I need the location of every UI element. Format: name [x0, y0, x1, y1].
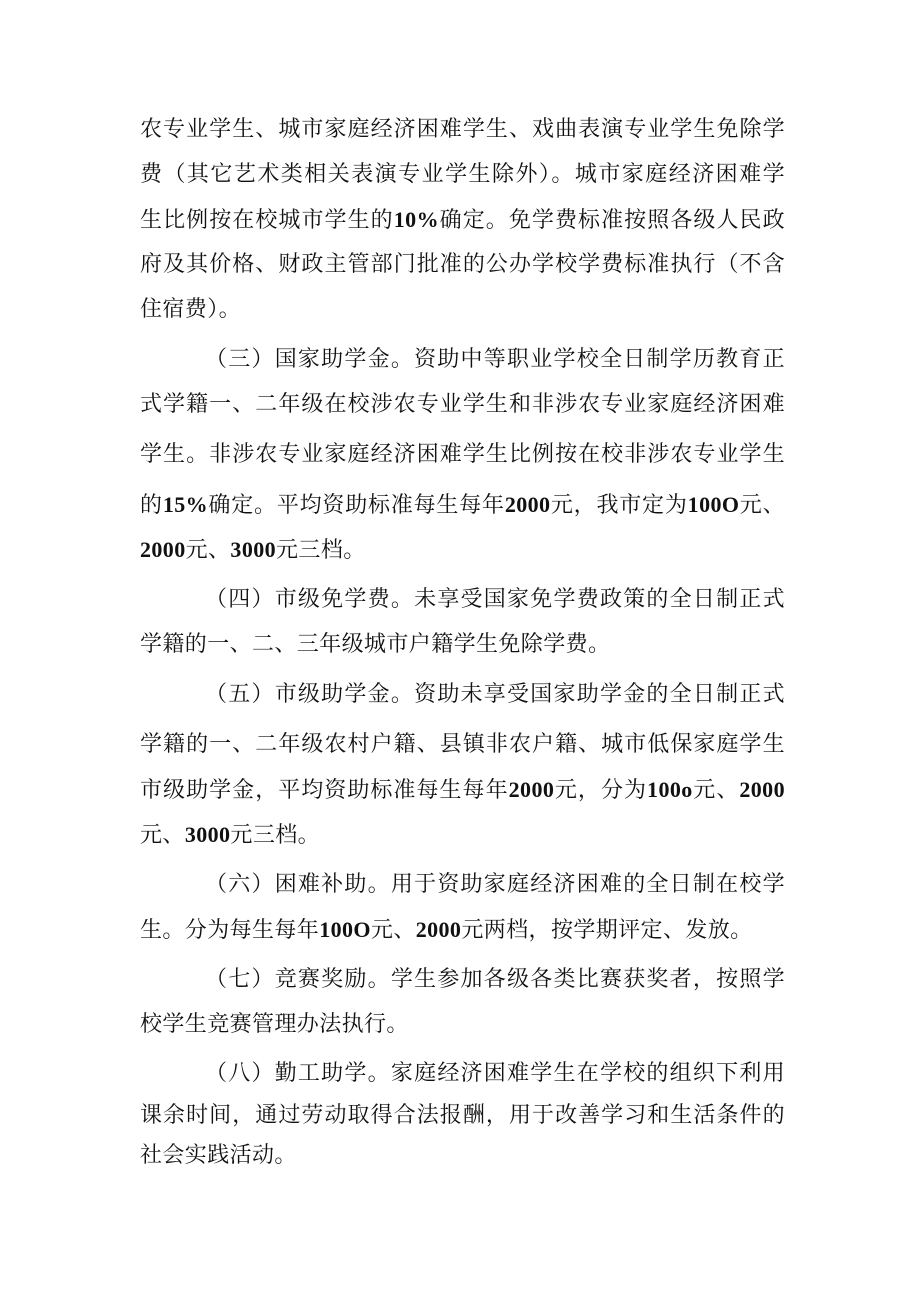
text-line: 学籍的一、二年级农村户籍、县镇非农户籍、城市低保家庭学生 — [140, 732, 785, 757]
text-line: （五）市级助学金。资助未享受国家助学金的全日制正式 — [205, 682, 785, 707]
text-line: 农专业学生、城市家庭经济困难学生、戏曲表演专业学生免除学 — [140, 117, 785, 142]
text-line: 市级助学金，平均资助标准每生每年2000元，分为100o元、2000 — [140, 777, 785, 803]
text-line: 的15%确定。平均资助标准每生每年2000元，我市定为100O元、 — [140, 492, 785, 518]
text-line: 学生。非涉农专业家庭经济困难学生比例按在校非涉农专业学生 — [140, 442, 785, 467]
text-line: 元、3000元三档。 — [140, 822, 321, 848]
text-line: 学籍的一、二、三年级城市户籍学生免除学费。 — [140, 632, 611, 657]
text-line: （七）竞赛奖励。学生参加各级各类比赛获奖者，按照学 — [205, 967, 785, 992]
text-line: 住宿费）。 — [140, 297, 242, 322]
text-line: 生。分为每生每年100O元、2000元两档，按学期评定、发放。 — [140, 917, 753, 943]
text-line: （四）市级免学费。未享受国家免学费政策的全日制正式 — [205, 587, 785, 612]
text-line: （八）勤工助学。家庭经济困难学生在学校的组织下利用 — [205, 1061, 785, 1086]
text-line: 校学生竞赛管理办法执行。 — [140, 1012, 409, 1037]
text-line: （三）国家助学金。资助中等职业学校全日制学历教育正 — [205, 347, 785, 372]
text-line: 府及其价格、财政主管部门批准的公办学校学费标准执行（不含 — [140, 252, 785, 277]
text-line: 2000元、3000元三档。 — [140, 537, 366, 563]
text-line: 社会实践活动。 — [140, 1143, 297, 1168]
text-line: 生比例按在校城市学生的10%确定。免学费标准按照各级人民政 — [140, 207, 785, 233]
text-line: 费（其它艺术类相关表演专业学生除外）。城市家庭经济困难学 — [140, 162, 785, 187]
text-line: 课余时间，通过劳动取得合法报酬，用于改善学习和生活条件的 — [140, 1103, 785, 1128]
text-line: （六）困难补助。用于资助家庭经济困难的全日制在校学 — [205, 872, 785, 897]
text-line: 式学籍一、二年级在校涉农专业学生和非涉农专业家庭经济困难 — [140, 392, 785, 417]
